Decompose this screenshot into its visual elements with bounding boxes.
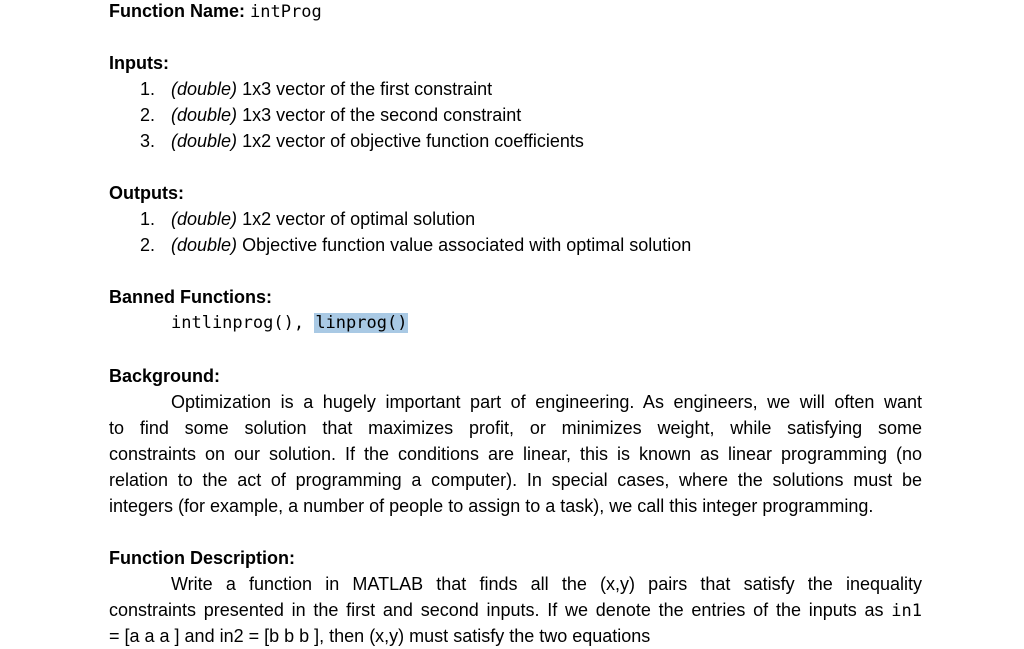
function-description-paragraph: [109, 571, 922, 649]
output-item-type: (double): [171, 209, 238, 229]
function-name-value: intProg: [250, 2, 322, 22]
input-item-type: (double): [171, 105, 238, 125]
background-heading: Background:: [109, 366, 221, 386]
input-item-type: (double): [171, 131, 238, 151]
banned-function-separator: ,: [293, 313, 315, 333]
output-item-text: 1x2 vector of optimal solution: [242, 209, 476, 229]
function-description-line: [109, 597, 922, 623]
input-item-text: 1x2 vector of objective function coefficients: [242, 131, 584, 151]
function-description-line-text: constraints presented in the first and second inputs. If we denote the entries of the inputs as: [109, 600, 892, 620]
output-item: [140, 208, 475, 230]
output-item-text: Objective function value associated with optimal solution: [242, 235, 692, 255]
banned-functions-list: [171, 312, 408, 334]
background-line: constraints on our solution. If the conditions are linear, this is known as linear programming (no: [109, 444, 922, 464]
output-item-number: 1.: [140, 209, 156, 229]
inputs-heading: Inputs:: [109, 53, 169, 73]
outputs-heading: Outputs:: [109, 183, 184, 203]
banned-function-linprog[interactable]: linprog(): [315, 313, 408, 333]
input-item-number: 3.: [140, 131, 156, 151]
output-item-number: 2.: [140, 235, 156, 255]
input-item-number: 1.: [140, 79, 156, 99]
input-item-text: 1x3 vector of the second constraint: [242, 105, 522, 125]
function-description-heading: Function Description:: [109, 548, 295, 568]
input-item-type: (double): [171, 79, 238, 99]
inline-code-in1: in1: [891, 601, 922, 621]
background-line: relation to the act of programming a computer). In special cases, where the solutions must be: [109, 470, 922, 490]
function-name-line: [109, 0, 322, 23]
background-line: to find some solution that maximizes profit, or minimizes weight, while satisfying some: [109, 418, 922, 438]
output-item: [140, 234, 691, 256]
function-description-line: = [a a a ] and in2 = [b b b ], then (x,y) must satisfy the two equations: [109, 626, 651, 646]
function-name-label: Function Name:: [109, 1, 246, 21]
output-item-type: (double): [171, 235, 238, 255]
banned-function-intlinprog: intlinprog(): [171, 313, 294, 333]
background-line: integers (for example, a number of people to assign to a task), we call this integer programming.: [109, 496, 874, 516]
banned-functions-heading: Banned Functions:: [109, 287, 272, 307]
background-paragraph: [109, 389, 922, 519]
function-description-line: Write a function in MATLAB that finds all the (x,y) pairs that satisfy the inequality: [171, 574, 922, 594]
input-item-text: 1x3 vector of the first constraint: [242, 79, 493, 99]
input-item: [140, 78, 492, 100]
input-item: [140, 104, 521, 126]
input-item: [140, 130, 584, 152]
input-item-number: 2.: [140, 105, 156, 125]
background-line: Optimization is a hugely important part of engineering. As engineers, we will often want: [171, 392, 922, 412]
